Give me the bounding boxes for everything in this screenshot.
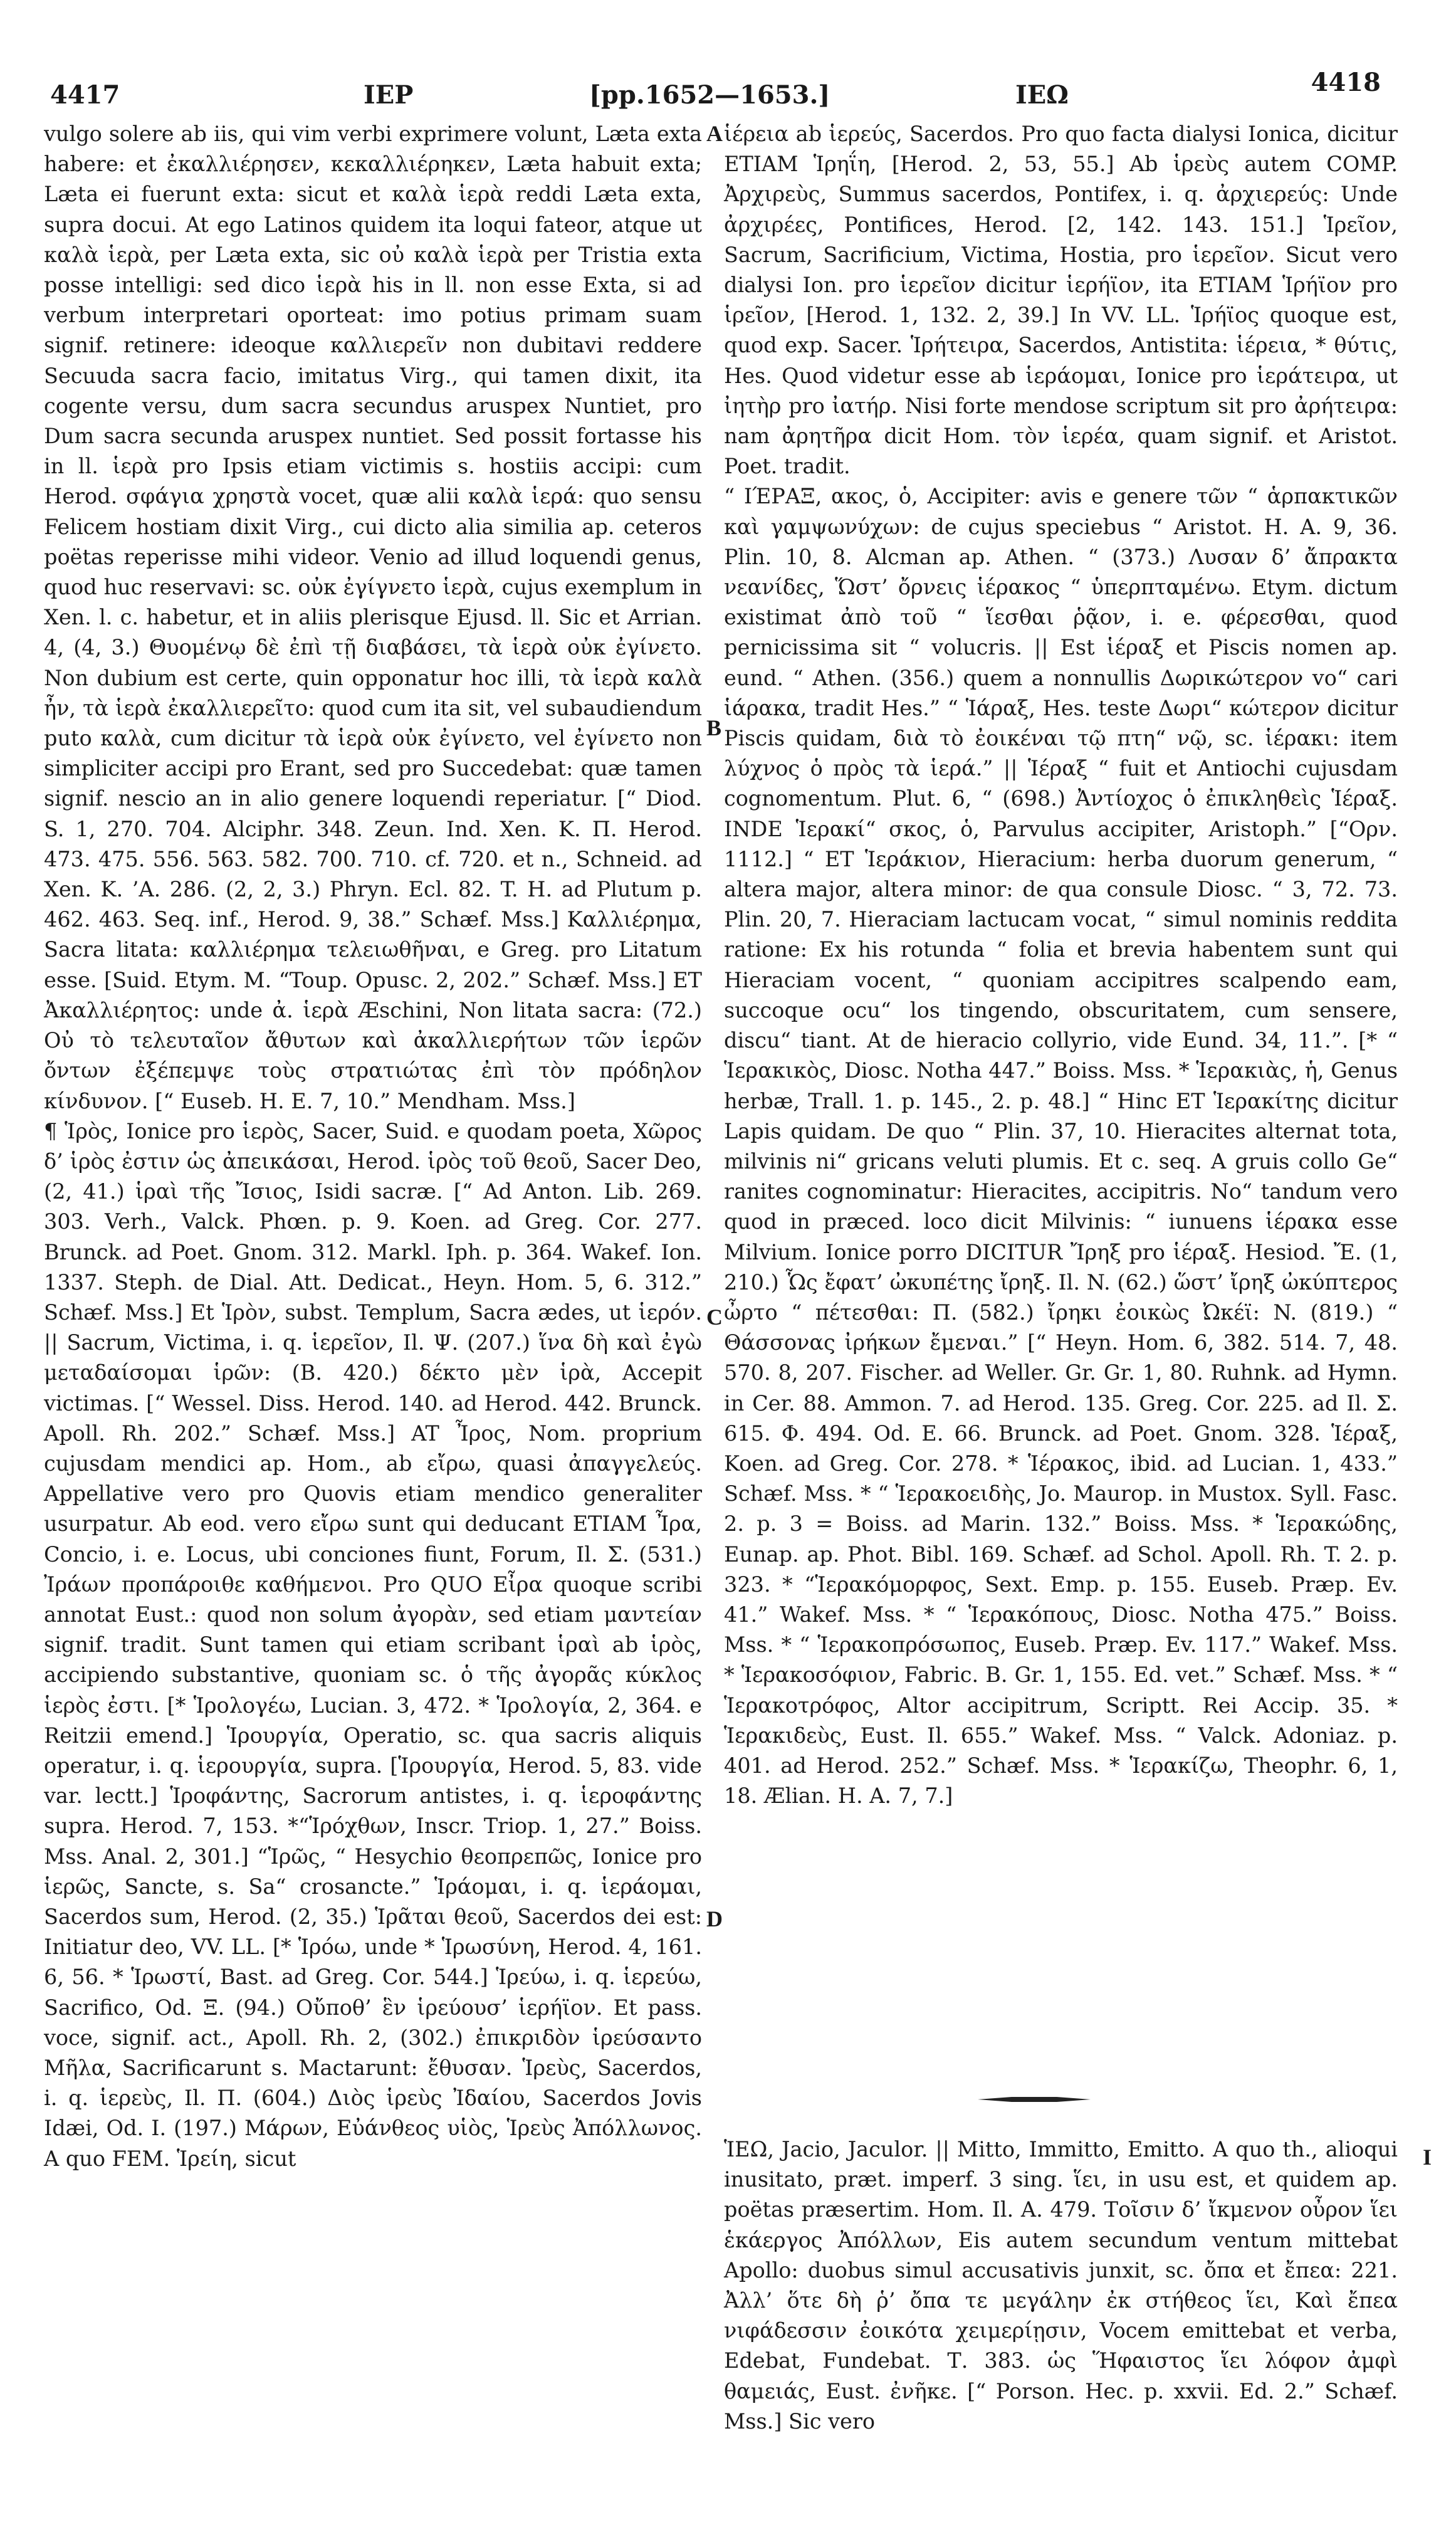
left-column-text: vulgo solere ab iis, qui vim verbi exprimere volunt, Læta exta habere: et ἐκαλλιέρησεν, κεκαλλιέρηκεν, Læta habuit exta; Læta ei fuerunt exta: sicut et καλὰ ἱερὰ reddi Læta exta, supra docui. At ego Latinos quidem ita loqui fateor, atque ut καλὰ ἱερὰ, per Læta exta, sic οὐ καλὰ ἱερὰ per Tristia exta posse intelligi: sed dico ἱερὰ his in ll. non esse Exta, si ad verbum interpretari oporteat: imo potius primam suam signif. retinere: ideoque καλλιερεῖν non dubitavi reddere Secuuda sacra facio, imitatus Virg., qui tamen dixit, ita cogente versu, dum sacra secundus aruspex Nuntiet, pro Dum sacra secunda aruspex nuntiet. Sed possit fortasse his in ll. ἱερὰ pro Ipsis etiam victimis s. hostiis accipi: cum Herod. σφάγια χρηστὰ vocet, quæ alii καλὰ ἱερά: quo sensu Felicem hostiam dixit Virg., cui dicto alia similia ap. ceteros poëtas reperisse mihi videor. Venio ad illud loquendi genus, quod huc reservavi: sc. οὐκ ἐγίγνετο ἱερὰ, cujus exemplum in Xen. l. c. habetur, et in aliis plerisque Ejusd. ll. Sic et Arrian. 4, (4, 3.) Θυομένῳ δὲ ἐπὶ τῇ διαβάσει, τὰ ἱερὰ οὐκ ἐγίνετο. Non dubium est certe, quin opponatur hoc illi, τὰ ἱερὰ καλὰ ἦν, τὰ ἱερὰ ἐκαλλιερεῖτο: quod cum ita sit, vel subaudiendum puto καλὰ, cum dicitur τὰ ἱερὰ οὐκ ἐγίνετο, vel ἐγίνετο non simpliciter accipi pro Erant, sed pro Succedebat: quæ tamen signif. nescio an in alio genere loquendi reperiatur. [“ Diod. S. 1, 270. 704. Alciphr. 348. Zeun. Ind. Xen. K. Π. Herod. 473. 475. 556. 563. 582. 700. 710. cf. 720. et n., Schneid. ad Xen. K. ’A. 286. (2, 2, 3.) Phryn. Ecl. 82. T. H. ad Plutum p. 462. 463. Seq. inf., Herod. 9, 38.” Schæf. Mss.] Καλλιέρημα, Sacra litata: καλλιέρημα τελειωθῆναι, e Greg. pro Litatum esse. [Suid. Etym. M. “Toup. Opusc. 2, 202.” Schæf. Mss.] ET Ἀκαλλιέρητος: unde ἀ. ἱερὰ Æschini, Non litata sacra: (72.) Οὐ τὸ τελευταῖον ἄθυτων καὶ ἀκαλλιερήτων τῶν ἱερῶν ὄντων ἐξέπεμψε τοὺς στρατιώτας ἐπὶ τὸν πρόδηλον κίνδυνον. [“ Euseb. H. E. 7, 10.” Mendham. Mss.] ¶ Ἱρὸς, Ionice pro ἱερὸς, Sacer, Suid. e quodam poeta, Χῶρος δ’ ἱρὸς ἐστιν ὡς ἀπεικάσαι, Herod. ἱρὸς τοῦ θεοῦ, Sacer Deo, (2, 41.) ἱραὶ τῆς Ἴσιος, Isidi sacræ. [“ Ad Anton. Lib. 269. 303. Verh., Valck. Phœn. p. 9. Koen. ad Greg. Cor. 277. Brunck. ad Poet. Gnom. 312. Markl. Iph. p. 364. Wakef. Ion. 1337. Steph. de Dial. Att. Dedicat., Heyn. Hom. 5, 6. 312.” Schæf. Mss.] Et Ἱρὸν, subst. Templum, Sacra ædes, ut ἱερόν. || Sacrum, Victima, i. q. ἱερεῖον, Il. Ψ. (207.) ἵνα δὴ καὶ ἐγὼ μεταδαίσομαι ἱρῶν: (B. 420.) δέκτο μὲν ἱρὰ, Accepit victimas. [“ Wessel. Diss. Herod. 140. ad Herod. 442. Brunck. Apoll. Rh. 202.” Schæf. Mss.] AT Ἶρος, Nom. proprium cujusdam mendici ap. Hom., ab εἴρω, quasi ἀπαγγελεύς. Appellative vero pro Quovis etiam mendico generaliter usurpatur. Ab eod. vero εἴρω sunt qui deducant ETIAM Ἶρα, Concio, i. e. Locus, ubi conciones fiunt, Forum, Il. Σ. (531.) Ἰράων προπάροιθε καθήμενοι. Pro QUO Εἶρα quoque scribi annotat Eust.: quod non solum ἀγορὰν, sed etiam μαντείαν signif. tradit. Sunt tamen qui etiam scribant ἱραὶ ab ἱρὸς, accipiendo substantive, quoniam sc. ὁ τῆς ἀγορᾶς κύκλος ἱερὸς ἐστι. [* Ἱρολογέω, Lucian. 3, 472. * Ἱρολογία, 2, 364. e Reitzii emend.] Ἱρουργία, Operatio, sc. qua sacris aliquis operatur, i. q. ἱερουργία, supra. [Ἱρουργία, Herod. 5, 83. vide var. lectt.] Ἱροφάντης, Sacrorum antistes, i. q. ἱεροφάντης supra. Herod. 7, 153. *“Ἱρόχθων, Inscr. Triop. 1, 27.” Boiss. Mss. Anal. 2, 301.] “Ἱρῶς, “ Hesychio θεοπρεπῶς, Ionice pro ἱερῶς, Sancte, s. Sa“ crosancte.” Ἱράομαι, i. q. ἱεράομαι, Sacerdos sum, Herod. (2, 35.) Ἱρᾶται θεοῦ, Sacerdos dei est: Initiatur deo, VV. LL. [* Ἱρόω, unde * Ἱρωσύνη, Herod. 4, 161. 6, 56. * Ἱρωστί, Bast. ad Greg. Cor. 544.] Ἱρεύω, i. q. ἱερεύω, Sacrifico, Od. Ξ. (94.) Οὔποθ’ ἓν ἱρεύουσ’ ἱερήϊον. Et pass. voce, signif. act., Apoll. Rh. 2, (302.) ἐπικριδὸν ἱρεύσαντο Μῆλα, Sacrificarunt s. Mactarunt: ἔθυσαν. Ἱρεὺς, Sacerdos, i. q. ἱερεὺς, Il. Π. (604.) Διὸς ἱρεὺς Ἰδαίου, Sacerdos Jovis Idæi, Od. I. (197.) Μάρων, Εὐάνθεος υἱὸς, Ἱρεὺς Ἀπόλλωνος. A quo FEM. Ἱρείη, sicut <box>44 122 702 2171</box>
page-number-left: 4417 <box>50 80 120 110</box>
page-range: [pp.1652—1653.] <box>589 80 830 110</box>
right-column-bottom-text: ἹΕΩ, Jacio, Jaculor. || Mitto, Immitto, Emitto. A quo th., alioqui inusitato, præt. imperf. 3 sing. ἵει, in usu est, et quidem ap. poëtas præsertim. Hom. Il. A. 479. Τοῖσιν δ’ ἴκμενον οὖρον ἵει ἑκάεργος Ἀπόλλων, Eis autem secundum ventum mittebat Apollo: duobus simul accusativis junxit, sc. ὄπα et ἔπεα: 221. Ἀλλ’ ὅτε δὴ ῥ’ ὄπα τε μεγάλην ἐκ στήθεος ἵει, Καὶ ἔπεα νιφάδεσσιν ἐοικότα χειμερίῃσιν, Vocem emittebat et verba, Edebat, Fundebat. Τ. 383. ὡς Ἥφαιστος ἵει λόφον ἀμφὶ θαμειάς, Eust. ἐνῆκε. [“ Porson. Hec. p. xxvii. Ed. 2.” Schæf. Mss.] Sic vero <box>724 2137 1398 2434</box>
page-number-right: 4418 <box>1311 68 1381 97</box>
right-column-top-text: ἱέρεια ab ἱερεύς, Sacerdos. Pro quo facta dialysi Ionica, dicitur ETIAM Ἱρηΐη, [Herod. 2, 53, 55.] Ab ἱρεὺς autem COMP. Ἀρχιρεὺς, Summus sacerdos, Pontifex, i. q. ἀρχιερεύς: Unde ἀρχιρέες, Pontifices, Herod. [2, 142. 143. 151.] Ἱρεῖον, Sacrum, Sacrificium, Victima, Hostia, pro ἱερεῖον. Sicut vero dialysi Ion. pro ἱερεῖον dicitur ἱερήϊον, ita ETIAM Ἱρήϊον pro ἱρεῖον, [Herod. 1, 132. 2, 39.] In VV. LL. Ἱρήϊος quoque est, quod exp. Sacer. Ἱρήτειρα, Sacerdos, Antistita: ἱέρεια, * θύτις, Hes. Quod videtur esse ab ἱεράομαι, Ionice pro ἱεράτειρα, ut ἰητὴρ pro ἰατήρ. Nisi forte mendose scriptum sit pro ἀρήτειρα: nam ἀρητῆρα dicit Hom. τὸν ἱερέα, quam signif. et Aristot. Poet. tradit. “ ΙΈΡΑΞ, ακος, ὁ, Accipiter: avis e genere τῶν “ ἁρπακτικῶν καὶ γαμψωνύχων: de cujus speciebus “ Aristot. H. A. 9, 36. Plin. 10, 8. Alcman ap. Athen. “ (373.) Λυσαν δ’ ἄπρακτα νεανίδες, Ὥστ’ ὄρνεις ἱέρακος “ ὑπερπταμένω. Etym. dictum existimat ἀπὸ τοῦ “ ἵεσθαι ῥᾷον, i. e. φέρεσθαι, quod pernicissima sit “ volucris. || Est ἱέραξ et Piscis nomen ap. eund. “ Athen. (356.) quem a nonnullis Δωρικώτερον vo“ cari ἱάρακα, tradit Hes.” “ Ἱάραξ, Hes. teste Δωρι“ κώτερον dicitur Piscis quidam, διὰ τὸ ἐοικέναι τῷ πτη“ νῷ, sc. ἱέρακι: item λύχνος ὁ πρὸς τὰ ἱερά.” || Ἱέραξ “ fuit et Antiochi cujusdam cognomentum. Plut. 6, “ (698.) Ἀντίοχος ὁ ἐπικληθεὶς Ἱέραξ. INDE Ἱερακί“ σκος, ὁ, Parvulus accipiter, Aristoph.” [“Ορν. 1112.] “ ET Ἱεράκιον, Hieracium: herba duorum generum, “ altera major, altera minor: de qua consule Diosc. “ 3, 72. 73. Plin. 20, 7. Hieraciam lactucam vocat, “ simul nominis reddita ratione: Ex his rotunda “ folia et brevia habentem sunt qui Hieraciam vocent, “ quoniam accipitres scalpendo eam, succoque ocu“ los tingendo, obscuritatem, cum senserе, discu“ tiant. At de hieracio collyrio, vide Eund. 34, 11.”. [* “ Ἱερακικὸς, Diosc. Notha 447.” Boiss. Mss. * Ἱερακιὰς, ἡ, Genus herbæ, Trall. 1. p. 145., 2. p. 48.] “ Hinc ET Ἱερακίτης dicitur Lapis quidam. De quo “ Plin. 37, 10. Hieracites alternat tota, milvinis ni“ gricans veluti plumis. Et c. seq. A gruis collo Ge“ ranites cognominatur: Hieracites, accipitris. No“ tandum vero quod in præced. loco dicit Milvinis: “ iunuens ἱέρακα esse Milvium. Ionice porro DICITUR Ἴρηξ pro ἱέραξ. Hesiod. Ἔ. (1, 210.) Ὧς ἔφατ’ ὠκυπέτης ἴρηξ. Il. N. (62.) ὥστ’ ἴρηξ ὠκύπτερος ὦρτο “ πέτεσθαι: Π. (582.) ἴρηκι ἐοικὼς Ὠκέϊ: N. (819.) “ Θάσσονας ἰρήκων ἔμεναι.” [“ Heyn. Hom. 6, 382. 514. 7, 48. 570. 8, 207. Fischer. ad Weller. Gr. Gr. 1, 80. Ruhnk. ad Hymn. in Cer. 88. Ammon. 7. ad Herod. 135. Greg. Cor. 225. ad Il. Σ. 615. Φ. 494. Od. E. 66. Brunck. ad Poet. Gnom. 328. Ἱέραξ, Koen. ad Greg. Cor. 278. * Ἱέρακος, ibid. ad Lucian. 1, 433.” Schæf. Mss. * “ Ἱερακοειδὴς, Jo. Maurop. in Mustox. Syll. Fasc. 2. p. 3 = Boiss. ad Marin. 132.” Boiss. Mss. * Ἱερακώδης, Eunap. ap. Phot. Bibl. 169. Schæf. ad Schol. Apoll. Rh. T. 2. p. 323. * “Ἱερακόμορφος, Sext. Emp. p. 155. Euseb. Præp. Ev. 41.” Wakef. Mss. * “ Ἱερακόπους, Diosc. Notha 475.” Boiss. Mss. * “ Ἱερακοπρόσωπος, Euseb. Præp. Ev. 117.” Wakef. Mss. * Ἱερακοσόφιον, Fabric. B. Gr. 1, 155. Ed. vet.” Schæf. Mss. * “ Ἱερακοτρόφος, Altor accipitrum, Scriptt. Rei Accip. 35. * Ἱερακιδεὺς, Eust. Il. 655.” Wakef. Mss. “ Valck. Adoniaz. p. 401. ad Herod. 252.” Schæf. Mss. * Ἱερακίζω, Theophr. 6, 1, 18. Ælian. H. A. 7, 7.] <box>724 122 1398 1809</box>
right-column <box>724 119 1398 1811</box>
running-head-right: IEΩ <box>1015 80 1069 110</box>
margin-letter-b: B <box>706 715 722 740</box>
margin-letter-c: C <box>706 1305 723 1330</box>
margin-letter-a: A <box>706 121 723 146</box>
running-head-left: IEP <box>364 80 414 110</box>
left-column <box>44 119 702 2174</box>
right-column-lower <box>724 2135 1398 2437</box>
margin-letter-d: D <box>706 1906 723 1931</box>
section-divider <box>978 2097 1091 2102</box>
margin-letter-i: I <box>1423 2145 1432 2170</box>
